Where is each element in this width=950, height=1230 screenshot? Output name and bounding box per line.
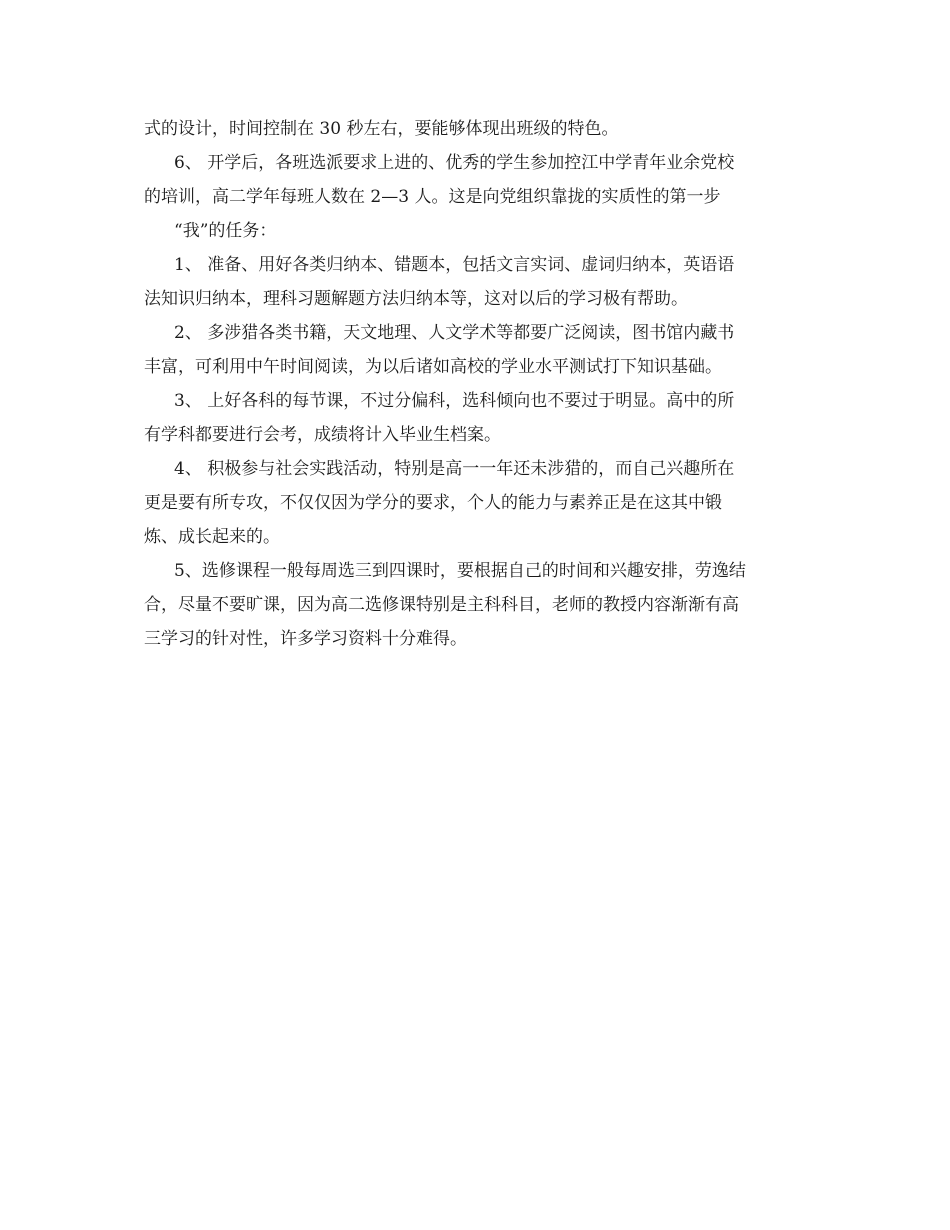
text-line: 炼、成长起来的。 (144, 527, 280, 547)
text-line-item-2: 2、 多涉猎各类书籍，天文地理、人文学术等都要广泛阅读，图书馆内藏书 (174, 323, 735, 343)
text-line: 三学习的针对性，许多学习资料十分难得。 (144, 629, 467, 649)
text-line-item-5: 5、选修课程一般每周选三到四课时，要根据自己的时间和兴趣安排，劳逸结 (174, 561, 746, 581)
text-line: 丰富，可利用中午时间阅读，为以后诸如高校的学业水平测试打下知识基础。 (144, 357, 722, 377)
text-line-item-3: 3、 上好各科的每节课，不过分偏科，选科倾向也不要过于明显。高中的所 (174, 391, 735, 411)
text-line-item-4: 4、 积极参与社会实践活动，特别是高一一年还未涉猎的，而自己兴趣所在 (174, 459, 735, 479)
text-line: 合，尽量不要旷课，因为高二选修课特别是主科科目，老师的教授内容渐渐有高 (144, 595, 739, 615)
section-heading: “我”的任务： (174, 221, 277, 241)
document-body (144, 112, 812, 656)
text-line: 更是要有所专攻，不仅仅因为学分的要求，个人的能力与素养正是在这其中锻 (144, 493, 722, 513)
text-line: 法知识归纳本，理科习题解题方法归纳本等，这对以后的学习极有帮助。 (144, 289, 688, 309)
text-line-item-6: 6、 开学后，各班选派要求上进的、优秀的学生参加控江中学青年业余党校 (174, 153, 735, 173)
text-line: 的培训，高二学年每班人数在 2—3 人。这是向党组织靠拢的实质性的第一步 (144, 187, 721, 207)
text-line-item-1: 1、 准备、用好各类归纳本、错题本，包括文言实词、虚词归纳本，英语语 (174, 255, 735, 275)
text-line: 式的设计，时间控制在 30 秒左右，要能够体现出班级的特色。 (144, 119, 619, 139)
text-line: 有学科都要进行会考，成绩将计入毕业生档案。 (144, 425, 501, 445)
